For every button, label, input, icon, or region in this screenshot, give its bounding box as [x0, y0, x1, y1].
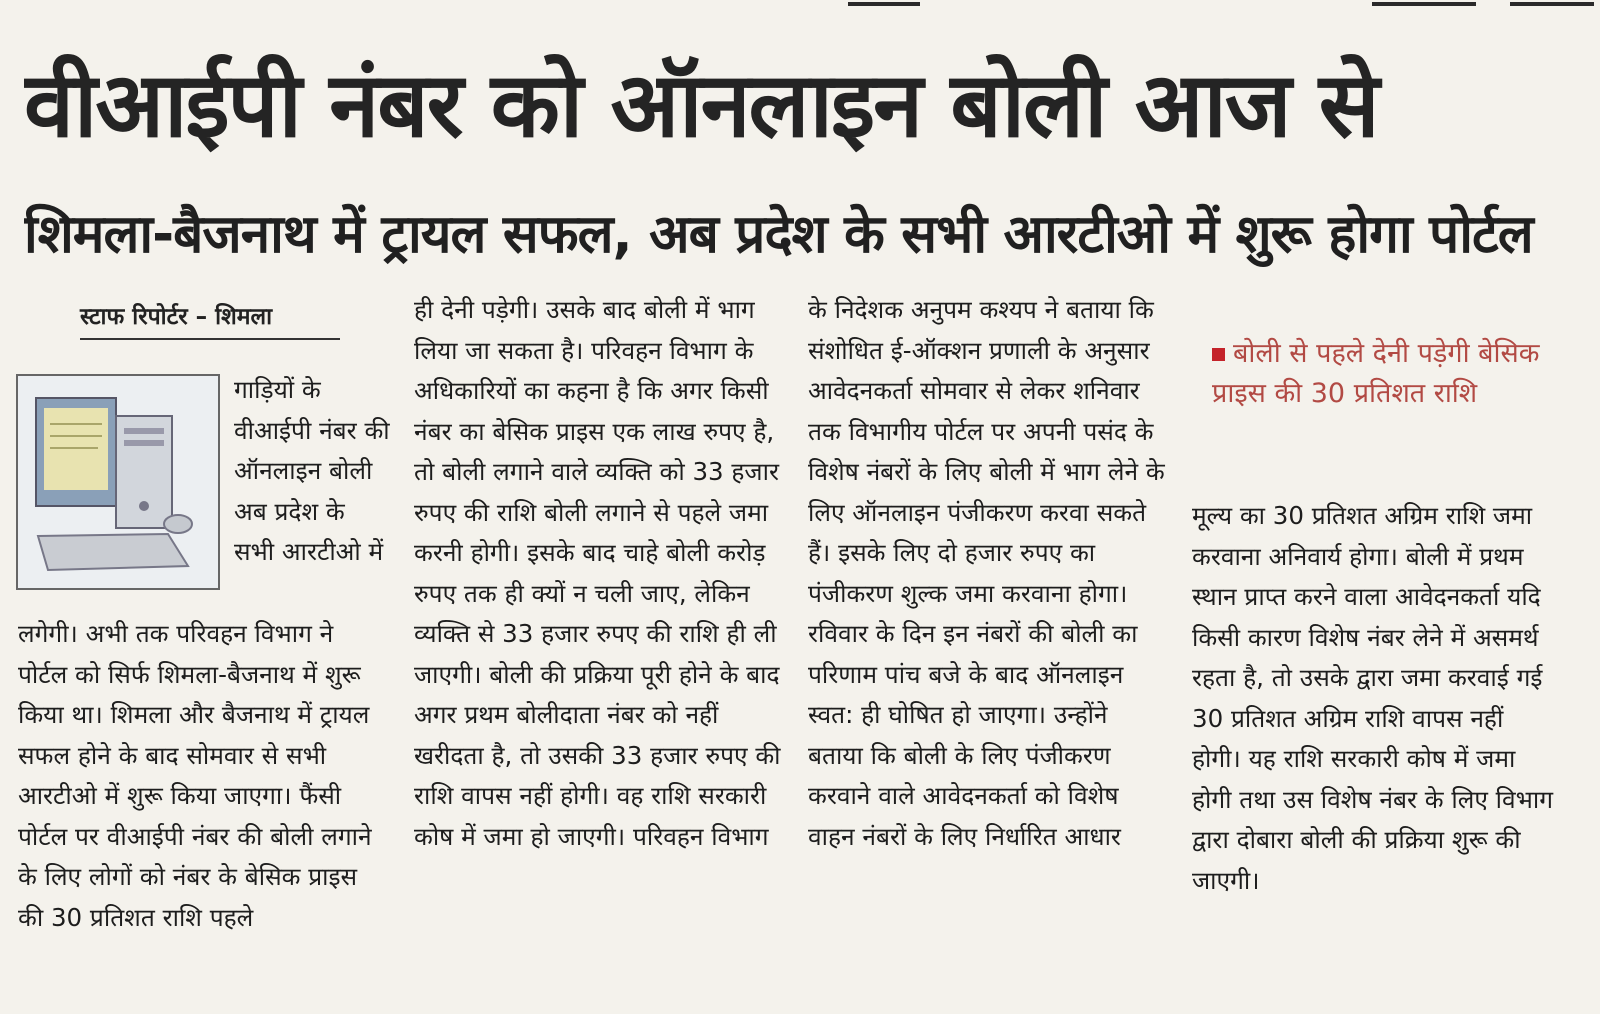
article-column-2: ही देनी पड़ेगी। उसके बाद बोली में भाग लिया जा सकता है। परिवहन विभाग के अधिकारियों का कहना है कि अगर किसी नंबर का बेसिक प्राइस एक लाख रुपए है, तो बोली लगाने वाले व्यक्ति को 33 हजार रुपए की राशि बोली लगाने से पहले जमा करनी होगी। इसके बाद चाहे बोली करोड़ रुपए तक ही क्यों न चली जाए, लेकिन व्यक्ति से 33 हजार रुपए की राशि ही ली जाएगी। बोली की प्रक्रिया पूरी होने के बाद अगर प्रथम बोलीदाता नंबर को नहीं खरीदता है, तो उसकी 33 हजार रुपए की राशि वापस नहीं होगी। वह राशि सरकारी कोष में जमा हो जाएगी। परिवहन विभाग	[414, 295, 781, 851]
computer-photo	[16, 374, 220, 590]
article-column-1: लगेगी। अभी तक परिवहन विभाग ने पोर्टल को सिर्फ शिमला-बैजनाथ में शुरू किया था। शिमला और बैजनाथ में ट्रायल सफल होने के बाद सोमवार से सभी आरटीओ में शुरू किया जाएगा। फैंसी पोर्टल पर वीआईपी नंबर की बोली लगाने के लिए लोगों को नंबर के बेसिक प्राइस की 30 प्रतिशत राशि पहले	[18, 619, 372, 932]
byline: स्टाफ रिपोर्टर – शिमला	[80, 298, 340, 340]
top-rule	[848, 2, 920, 6]
top-rule	[1372, 2, 1476, 6]
headline: वीआईपी नंबर को ऑनलाइन बोली आज से	[24, 53, 1378, 158]
article-column-4: मूल्य का 30 प्रतिशत अग्रिम राशि जमा करवाना अनिवार्य होगा। बोली में प्रथम स्थान प्राप्त करने वाला आवेदनकर्ता यदि किसी कारण विशेष नंबर लेने में असमर्थ रहता है, तो उसके द्वारा जमा करवाई गई 30 प्रतिशत अग्रिम राशि वापस नहीं होगी। यह राशि सरकारी कोष में जमा होगी तथा उस विशेष नंबर के लिए विभाग द्वारा दोबारा बोली की प्रक्रिया शुरू की जाएगी।	[1192, 501, 1554, 895]
highlight-box	[1212, 334, 1542, 464]
top-rule	[1510, 2, 1594, 6]
article-column-1-top: गाड़ियों के वीआईपी नंबर की ऑनलाइन बोली अब प्रदेश के सभी आरटीओ में	[234, 375, 390, 566]
highlight-text: बोली से पहले देनी पड़ेगी बेसिक प्राइस की 30 प्रतिशत राशि	[1212, 338, 1540, 409]
article-column-3: के निदेशक अनुपम कश्यप ने बताया कि संशोधित ई-ऑक्शन प्रणाली के अनुसार आवेदनकर्ता सोमवार से लेकर शनिवार तक विभागीय पोर्टल पर अपनी पसंद के विशेष नंबरों के लिए बोली में भाग लेने के लिए ऑनलाइन पंजीकरण करवा सकते हैं। इसके लिए दो हजार रुपए का पंजीकरण शुल्क जमा करवाना होगा। रविवार के दिन इन नंबरों की बोली का परिणाम पांच बजे के बाद ऑनलाइन स्वत: ही घोषित हो जाएगा। उन्होंने बताया कि बोली के लिए पंजीकरण करवाने वाले आवेदनकर्ता को विशेष वाहन नंबरों के लिए निर्धारित आधार	[808, 295, 1165, 851]
bullet-icon	[1212, 348, 1225, 361]
subheadline: शिमला-बैजनाथ में ट्रायल सफल, अब प्रदेश के सभी आरटीओ में शुरू होगा पोर्टल	[24, 204, 1533, 265]
computer-icon	[18, 376, 218, 588]
